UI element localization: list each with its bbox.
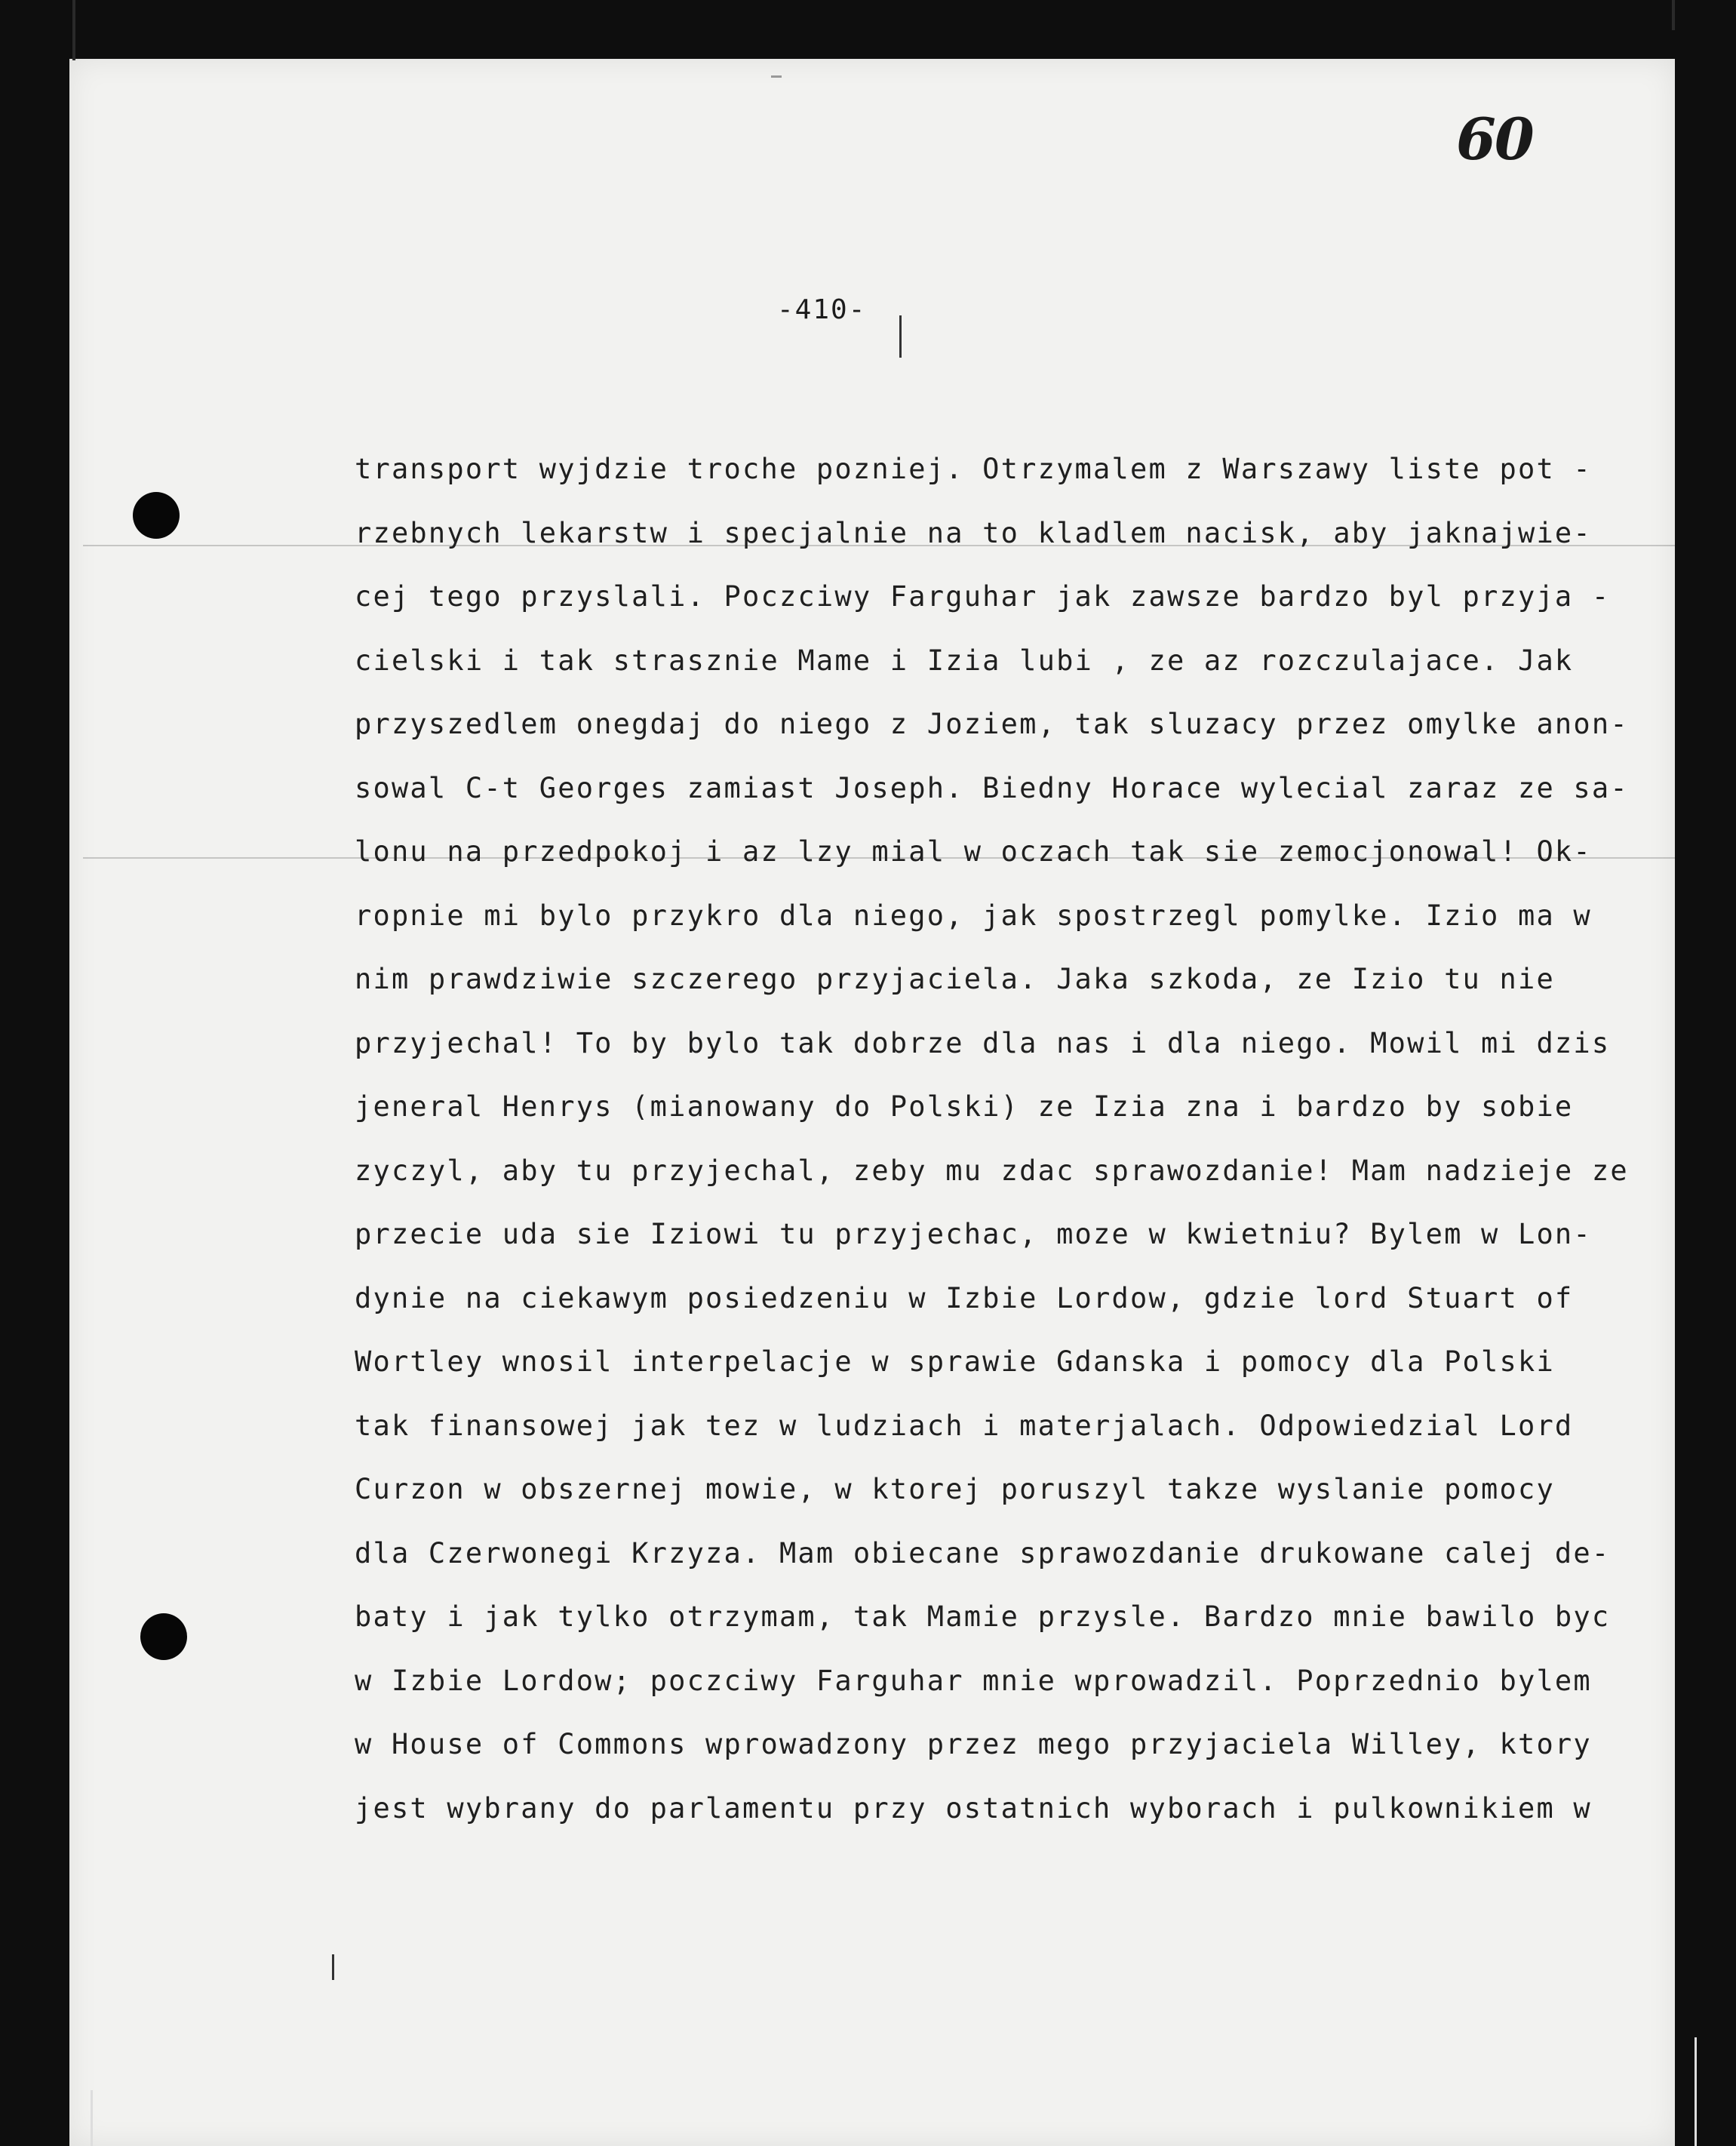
text-line: cielski i tak strasznie Mame i Izia lubi , ze az rozczulajace. Jak: [355, 644, 1574, 677]
left-edge-line-lower: [91, 2090, 93, 2146]
text-line: Curzon w obszernej mowie, w ktorej poruszyl takze wyslanie pomocy: [355, 1473, 1555, 1505]
text-line: tak finansowej jak tez w ludziach i materjalach. Odpowiedzial Lord: [355, 1409, 1574, 1442]
text-line: nim prawdziwie szczerego przyjaciela. Jaka szkoda, ze Izio tu nie: [355, 963, 1555, 995]
text-line: dla Czerwonegi Krzyza. Mam obiecane sprawozdanie drukowane calej de-: [355, 1536, 1611, 1570]
text-line: przyszedlem onegdaj do niego z Joziem, tak sluzacy przez omylke anon-: [355, 708, 1629, 740]
typewritten-body: [355, 438, 1667, 1840]
text-line: lonu na przedpokoj i az lzy mial w oczach tak sie zemocjonowal! Ok-: [355, 835, 1592, 868]
typed-page-number: -410-: [777, 294, 867, 325]
text-line: Wortley wnosil interpelacje w sprawie Gdanska i pomocy dla Polski: [355, 1345, 1555, 1378]
left-edge-line: [72, 0, 75, 60]
stray-mark: [332, 1954, 334, 1980]
stray-mark: [899, 315, 902, 358]
text-line: jest wybrany do parlamentu przy ostatnich wyborach i pulkownikiem w: [355, 1791, 1592, 1825]
text-line: rzebnych lekarstw i specjalnie na to kladlem nacisk, aby jaknajwie-: [355, 516, 1592, 549]
text-line: przecie uda sie Iziowi tu przyjechac, moze w kwietniu? Bylem w Lon-: [355, 1218, 1592, 1250]
text-line: sowal C-t Georges zamiast Joseph. Biedny Horace wylecial zaraz ze sa-: [355, 771, 1629, 804]
text-line: przyjechal! To by bylo tak dobrze dla nas i dla niego. Mowil mi dzis: [355, 1026, 1611, 1059]
text-line: dynie na ciekawym posiedzeniu w Izbie Lordow, gdzie lord Stuart of: [355, 1281, 1574, 1314]
text-line: w House of Commons wprowadzony przez mego przyjaciela Willey, ktory: [355, 1728, 1592, 1760]
text-line: w Izbie Lordow; poczciwy Farguhar mnie wprowadzil. Poprzednio bylem: [355, 1664, 1592, 1697]
right-edge-line: [1672, 0, 1675, 30]
text-line: zyczyl, aby tu przyjechal, zeby mu zdac sprawozdanie! Mam nadzieje ze: [355, 1154, 1629, 1187]
stray-mark: [771, 75, 782, 78]
punch-hole-bottom: [140, 1613, 187, 1660]
punch-hole-top: [133, 492, 180, 539]
text-line: ropnie mi bylo przykro dla niego, jak spostrzegl pomylke. Izio ma w: [355, 899, 1592, 932]
text-line: transport wyjdzie troche pozniej. Otrzymalem z Warszawy liste pot -: [355, 453, 1592, 485]
right-edge-line-lower: [1695, 2037, 1697, 2146]
handwritten-page-number: 60: [1456, 106, 1533, 173]
text-line: jeneral Henrys (mianowany do Polski) ze Izia zna i bardzo by sobie: [355, 1090, 1574, 1123]
text-line: baty i jak tylko otrzymam, tak Mamie przysle. Bardzo mnie bawilo byc: [355, 1600, 1611, 1633]
text-line: cej tego przyslali. Poczciwy Farguhar jak zawsze bardzo byl przyja -: [355, 580, 1611, 613]
